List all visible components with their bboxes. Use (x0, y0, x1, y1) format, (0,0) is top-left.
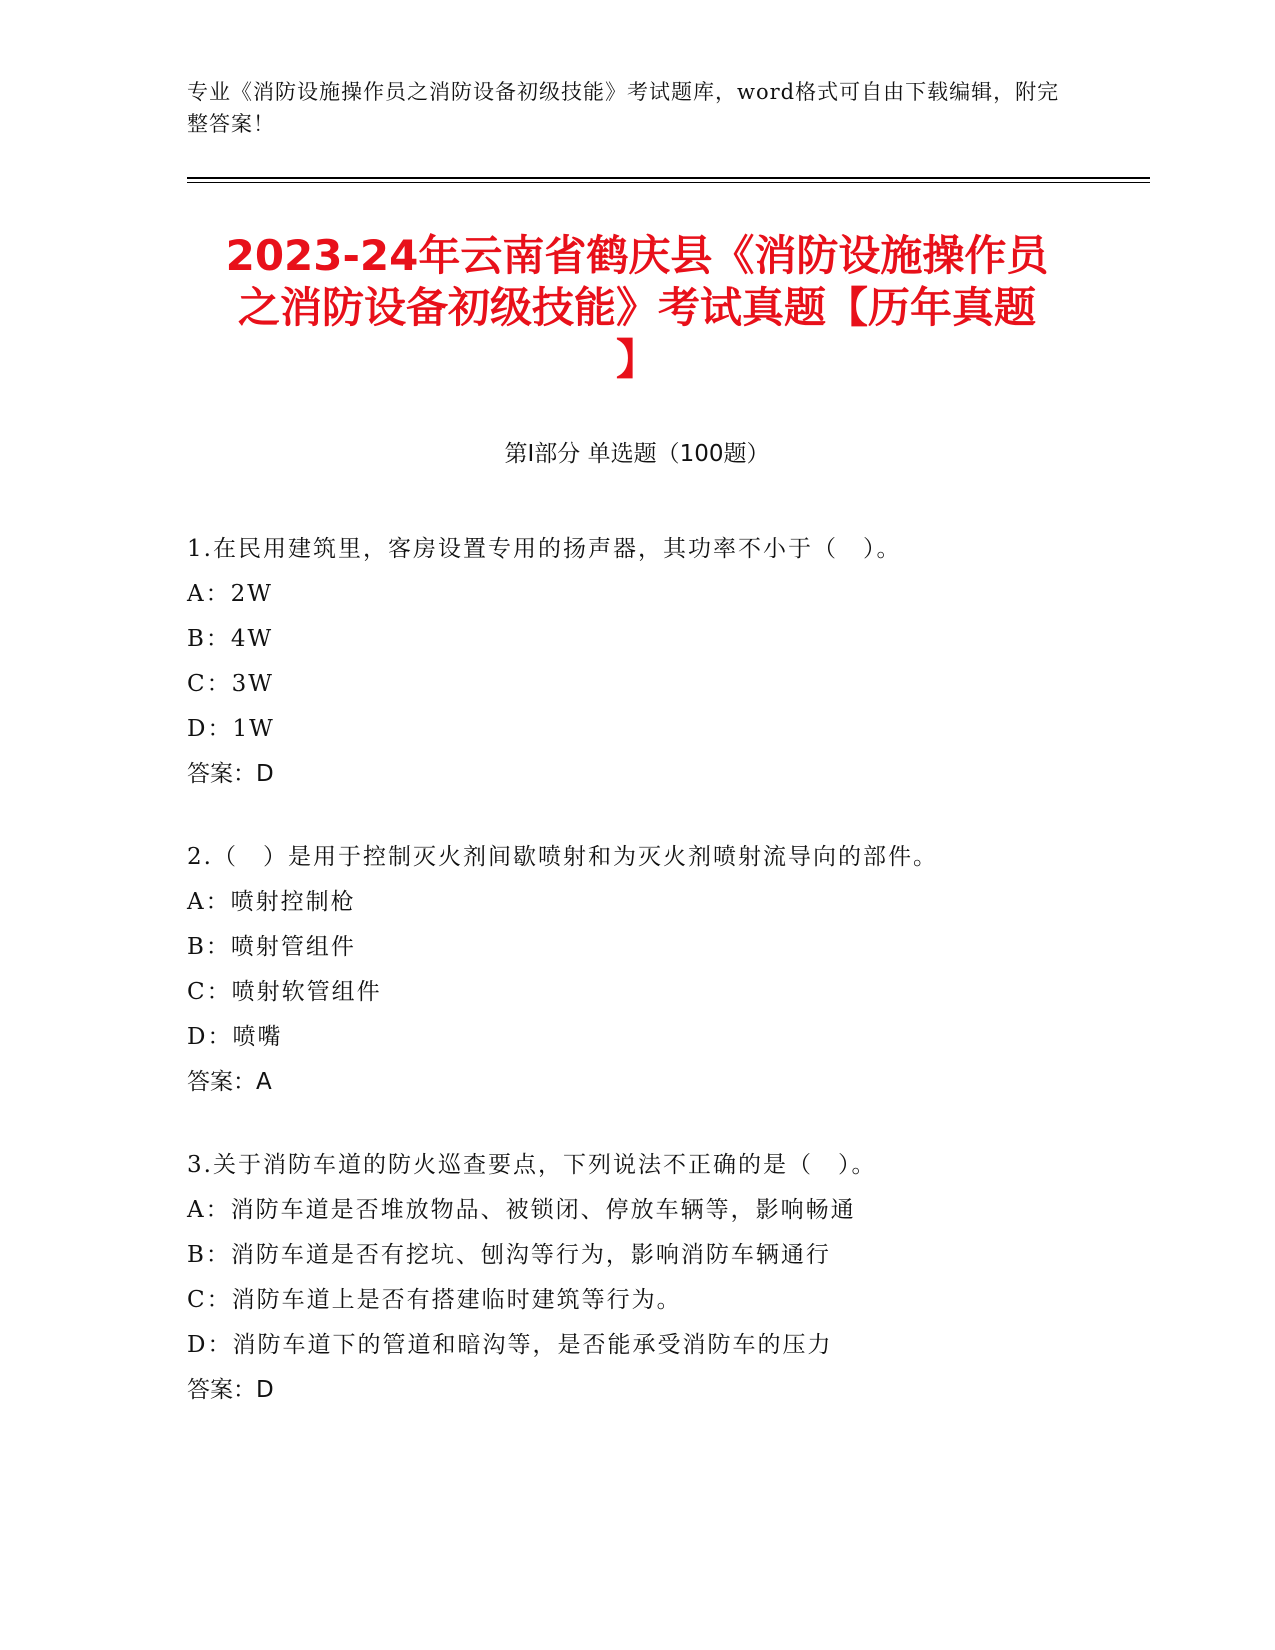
option-d: D：1W (187, 716, 275, 742)
option-d: D：喷嘴 (187, 1024, 283, 1050)
option-c: C：喷射软管组件 (187, 979, 382, 1005)
option-a: A：2W (187, 581, 273, 607)
option-a: A：消防车道是否堆放物品、被锁闭、停放车辆等，影响畅通 (187, 1197, 856, 1223)
option-b: B：喷射管组件 (187, 934, 356, 960)
option-c: C：3W (187, 671, 274, 697)
option-d: D：消防车道下的管道和暗沟等，是否能承受消防车的压力 (187, 1332, 833, 1358)
option-b: B：消防车道是否有挖坑、刨沟等行为，影响消防车辆通行 (187, 1242, 831, 1268)
question-stem: 2.（ ）是用于控制灭火剂间歇喷射和为灭火剂喷射流导向的部件。 (187, 844, 938, 870)
option-b: B：4W (187, 626, 274, 652)
question-list (187, 527, 1087, 1451)
answer: 答案：D (187, 761, 274, 787)
header-rule-thick (187, 177, 1150, 179)
option-a: A：喷射控制枪 (187, 889, 356, 915)
question-stem: 1.在民用建筑里，客房设置专用的扬声器，其功率不小于（ ）。 (187, 536, 902, 562)
answer: 答案：D (187, 1377, 274, 1403)
question-1 (187, 527, 1087, 797)
document-title-line-2: 之消防设备初级技能》考试真题【历年真题 (237, 283, 1036, 332)
option-c: C：消防车道上是否有搭建临时建筑等行为。 (187, 1287, 682, 1313)
document-title-line-1: 2023-24年云南省鹤庆县《消防设施操作员 (225, 231, 1049, 280)
document-title-line-3: 】 (615, 335, 658, 384)
question-stem: 3.关于消防车道的防火巡查要点，下列说法不正确的是（ ）。 (187, 1152, 877, 1178)
question-3 (187, 1143, 1087, 1413)
answer: 答案：A (187, 1069, 272, 1095)
section-title: 第I部分 单选题（100题） (504, 441, 770, 467)
document-title (187, 230, 1087, 386)
header-note: 专业《消防设施操作员之消防设备初级技能》考试题库，word格式可自由下载编辑，附完整答案！ (187, 80, 1060, 136)
question-2 (187, 835, 1087, 1105)
header-rule-thin (187, 182, 1150, 183)
